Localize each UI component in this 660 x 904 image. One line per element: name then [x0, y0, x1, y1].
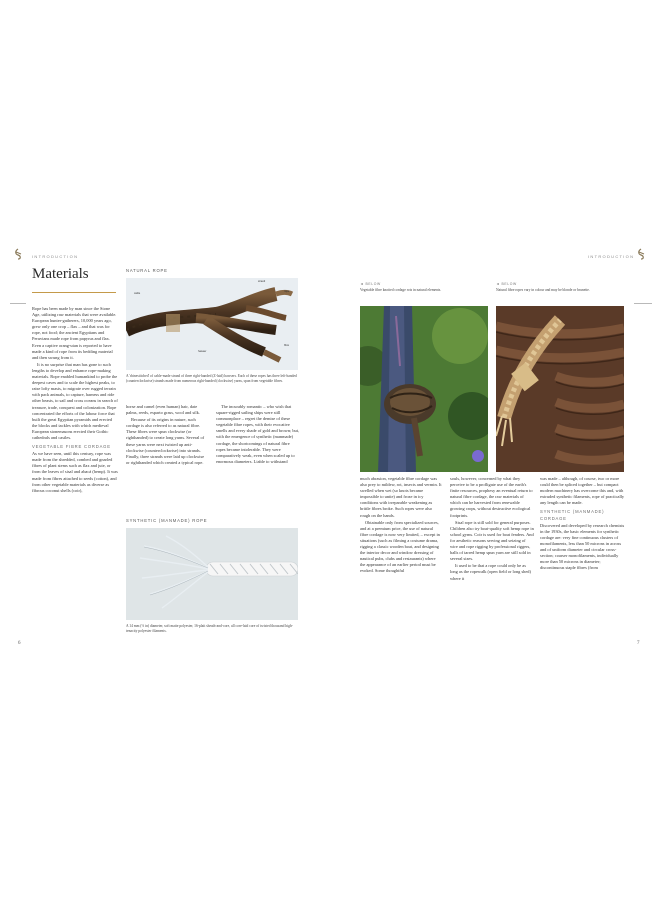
body-column-3 [216, 404, 300, 514]
paragraph: souls, however, concerned by what they perceive to be a profligate use of the earth's finite resources, prophesy an eventual return to natural fibre cordage, the raw materials of which can be harvested from renewable growing crops, without destructive ecological footprints. [450, 476, 533, 518]
natural-rope-heading: NATURAL ROPE [126, 268, 168, 273]
synthetic-rope-caption: A 14 mm (½ in) diameter, soft matte polyester, 16-plait sheath-and-core, all core-laid core of twisted thousand high-tenacity polyester filaments. [126, 624, 293, 633]
title-rule [32, 292, 116, 293]
synthetic-rope-photo [126, 528, 298, 620]
paragraph: Obtainable only from specialized sources, and at a premium price, the use of natural fibre cordage is now very limited, – except in situations (such as filming a costume drama, rigging a classic wooden boat, and designing the interior decor and window dressing of nautical pubs, clubs and restaurants) where the appearance of an earlier period must be evoked. Some thoughtful [360, 519, 440, 574]
paragraph: was made – although, of course, two or more could then be spliced together – but compact modern machinery has overcome this and, with extruded synthetic filaments, rope of practically any length can be made. [540, 476, 625, 506]
subheading: VEGETABLE FIBRE CORDAGE [32, 444, 111, 450]
caption-head: ◄ BELOW [360, 282, 381, 286]
paragraph: It is no surprise that man has gone to such lengths to develop and enhance rope-making materials. Rope enabled humankind to probe the deepest caves and to scale the highest peaks, to raise lofty masts, to migrate over rugged terrain with pack animals, to capture, harness and ride other beasts, to sail and cross oceans in search of treasure, trade, conquest and colonization. Rope concentrated the efforts of the labour force that built the great Egyptian pyramids and erected the blocks and tackles with which medieval European stonemasons erected their Gothic cathedrals and castles. [32, 361, 118, 440]
natural-rope-photo [126, 278, 298, 370]
natural-rope-caption: A 'rhinestitched' of cable-made strand of three right-handed (Z-laid) hawsers. Each of these ropes has three left-handed (counterclockwise) strands made from numerous right-handed (clockwise) yarns, spun from vegetable fibres. [126, 374, 297, 383]
rope-label: fibre [284, 344, 290, 347]
running-head-left: INTRODUCTION [32, 254, 79, 259]
paragraph: horse and camel (even human) hair, date palms, reeds, esparto grass, wool and silk. [126, 404, 200, 416]
page-number-left: 6 [18, 641, 21, 646]
caption-text: Natural fibre ropes vary in colour and may be blonde or brunette. [496, 287, 590, 292]
photo1-caption [360, 282, 484, 292]
natural-rope-illustration [126, 278, 298, 370]
body-column-6 [540, 476, 626, 642]
rope-label: hawser [198, 350, 207, 353]
caption-text: Vegetable fibre knotted cordage rots in natural elements. [360, 287, 442, 292]
rope-label: cable [134, 292, 141, 295]
body-column-5 [450, 476, 534, 642]
page-number-right: 7 [637, 641, 640, 646]
rope-label: strand [258, 280, 266, 283]
knot-icon [13, 248, 24, 260]
paragraph: The incurably romantic – who wish that square-rigged sailing ships were still commonplace – regret the demise of these vegetable fibre ropes, with their evocative smells and every shade of gold and brown; but, with the emergence of synthetic (manmade) cordage, the shortcomings of natural fibre ropes became intolerable. They were comparatively weak, even when scaled up to enormous diameters. Liable to withstand [216, 404, 300, 464]
margin-rule [634, 303, 652, 304]
paragraph: As we have seen, until this century, rope was made from the shredded, combed and gnarled fibres of plant stems such as flax and jute, or from the leaves of sisal and abacá (hemp). It was made from fibres attached to seeds (cotton), and from other vegetable materials as diverse as fibrous coconut shells (coir), [32, 451, 118, 493]
synthetic-rope-illustration [126, 528, 298, 620]
page-title: Materials [32, 266, 89, 282]
photo2-caption [496, 282, 622, 292]
caption-head: ◄ BELOW [496, 282, 517, 286]
body-column-2 [126, 404, 208, 514]
paragraph: Because of its origins in nature, such cordage is also referred to as natural fibre. These fibres were spun clockwise (or righthanded) to create long yarns. Several of these yarns were next twisted up anti-clockwise (counterclockwise) into strands. Finally, three strands were laid up clockwise or righthanded which created a typical rope. [126, 417, 205, 465]
rotting-rope-illustration [360, 306, 488, 472]
margin-rule [10, 303, 26, 304]
paragraph: much abrasion, vegetable fibre cordage was also prey to mildew, rot, insects and vermin. It swelled when wet (so knots became impossible to untie) and froze in icy conditions with irreparable weakening as brittle fibres broke. Such ropes were also rough on the hands. [360, 476, 442, 518]
synthetic-rope-heading: SYNTHETIC (MANMADE) ROPE [126, 518, 208, 523]
rope-label: rope [284, 290, 290, 293]
running-head-right: INTRODUCTION [588, 254, 635, 259]
body-column-4 [360, 476, 442, 642]
paragraph: Sisal rope is still sold for general purposes. Children also try boat-quality soft hemp rope in school gyms. Coir is used for boat fenders. And for aesthetic reasons serving and seizing of wire and rope rigging by professional riggers, balls of tarred hemp spun yarn are still sold in several sizes. [450, 519, 534, 562]
subheading: SYNTHETIC (MANMADE) CORDAGE [540, 509, 605, 521]
natural-fibre-rope-photo [496, 306, 624, 472]
body-column-1 [32, 306, 118, 642]
paragraph: Rope has been made by man since the Stone Age, utilizing raw materials that were available. European hunter-gatherers, 10,000 years ago, grew only one crop – flax – and that was for rope, not food; the ancient Egyptians and Peruvians made rope from papyrus and flax. Even a captive orang-utan is reported to have made a kind of rope from its bedding material and then swung from it. [32, 306, 117, 360]
paragraph: Discovered and developed by research chemists in the 1930s, the basic elements for synthetic cordage are: very fine continuous clusters of monofilaments, less than 50 microns in across and of uniform diameter and circular cross-section; coarser monofilaments, individually more than 50 microns in diameter; discontinuous staple fibres (from [540, 522, 625, 571]
natural-fibre-rope-illustration [496, 306, 624, 472]
paragraph: It used to be that a rope could only be as long as the ropewalk (open field or long shed) where it [450, 563, 531, 581]
rotting-rope-photo [360, 306, 488, 472]
knot-icon [636, 248, 647, 260]
